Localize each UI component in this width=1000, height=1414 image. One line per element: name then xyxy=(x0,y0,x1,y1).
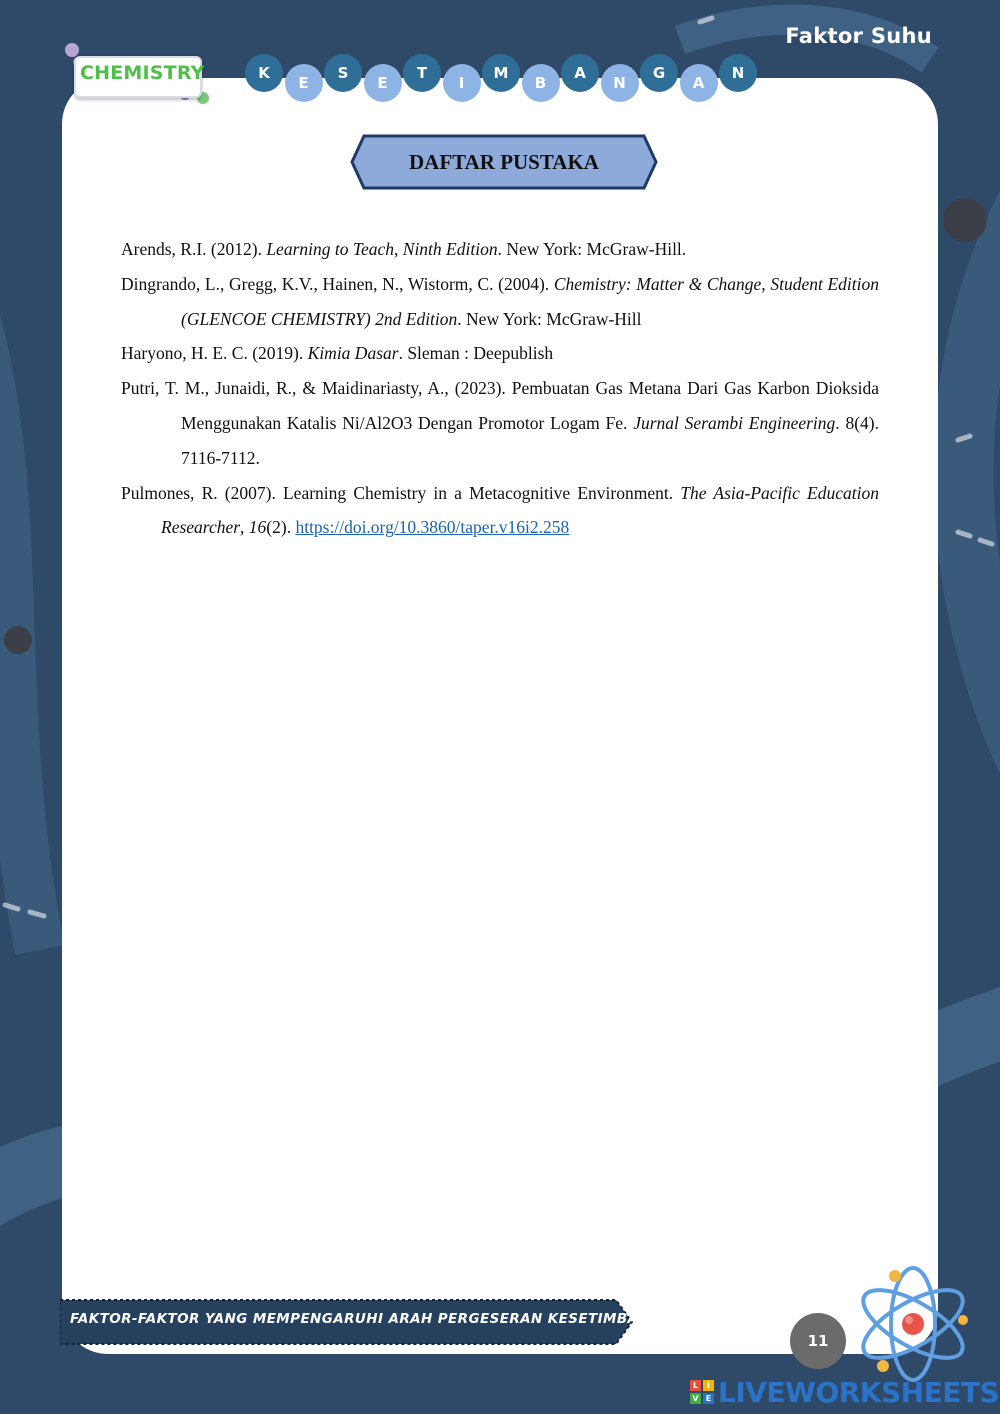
footer-banner-text: FAKTOR-FAKTOR YANG MEMPENGARUHI ARAH PERGESERAN KESETIMBANGAN xyxy=(70,1311,685,1327)
reference-item xyxy=(121,371,879,475)
reference-text: . New York: McGraw-Hill. xyxy=(497,239,687,259)
letter-bead: G xyxy=(640,54,678,92)
brand-letter: E xyxy=(703,1393,714,1404)
brand-letter: I xyxy=(703,1380,714,1391)
letter-bead: A xyxy=(561,54,599,92)
page-heading: DAFTAR PUSTAKA xyxy=(409,149,599,174)
kesetimbangan-letters xyxy=(245,54,765,102)
chemistry-logo-text: CHEMISTRY xyxy=(80,62,205,84)
brand-letter: V xyxy=(690,1393,701,1404)
letter-bead: N xyxy=(601,64,639,102)
heading-banner xyxy=(350,134,658,190)
reference-title: Kimia Dasar xyxy=(307,343,399,364)
reference-text: Pulmones, R. (2007). Learning Chemistry in a Metacognitive Environment. xyxy=(121,482,681,503)
reference-list xyxy=(121,232,879,545)
reference-text: Arends, R.I. (2012). xyxy=(121,239,267,259)
reference-volume: 16 xyxy=(248,517,267,538)
liveworksheets-logo-icon xyxy=(690,1380,714,1404)
letter-bead: E xyxy=(285,64,323,102)
liveworksheets-brand xyxy=(690,1374,999,1410)
brand-letter: L xyxy=(690,1380,701,1391)
reference-item xyxy=(121,267,879,337)
reference-text: Putri, T. M., Junaidi, R., & Maidinariasty, A., (2023). Pembuatan Gas Metana Dari Gas Karbon Dioksida Menggunakan Katalis Ni/Al2O3 Dengan Promotor Logam Fe. xyxy=(121,378,879,433)
letter-bead: K xyxy=(245,54,283,92)
letter-bead: B xyxy=(522,64,560,102)
reference-item xyxy=(121,232,879,267)
letter-bead: T xyxy=(403,54,441,92)
liveworksheets-text: LIVEWORKSHEETS xyxy=(718,1375,1000,1409)
atom-icon xyxy=(845,1262,975,1382)
reference-item xyxy=(121,336,879,371)
letter-bead: S xyxy=(324,54,362,92)
doi-link[interactable]: https://doi.org/10.3860/taper.v16i2.258 xyxy=(295,517,570,538)
reference-text: . 8(4). 7116-7112. xyxy=(181,412,879,468)
reference-item xyxy=(121,476,879,546)
reference-text: Haryono, H. E. C. (2019). xyxy=(121,343,308,364)
reference-text: (2). xyxy=(266,517,296,538)
reference-title: Jurnal Serambi Engineering xyxy=(633,412,836,433)
reference-text: . New York: McGraw-Hill xyxy=(457,308,642,329)
page-number: 11 xyxy=(790,1313,846,1369)
letter-bead: I xyxy=(443,64,481,102)
reference-text: , xyxy=(240,517,249,538)
reference-title: The Asia-Pacific Education Researcher xyxy=(161,482,879,538)
letter-bead: M xyxy=(482,54,520,92)
reference-text: Dingrando, L., Gregg, K.V., Hainen, N., Wistorm, C. (2004). xyxy=(121,273,554,294)
reference-title: Chemistry: Matter & Change, Student Edition (GLENCOE CHEMISTRY) 2nd Edition xyxy=(181,273,880,329)
reference-text: . Sleman : Deepublish xyxy=(398,343,554,364)
section-title: Faktor Suhu xyxy=(785,24,932,48)
letter-bead: N xyxy=(719,54,757,92)
letter-bead: A xyxy=(680,64,718,102)
reference-title: Learning to Teach, Ninth Edition xyxy=(266,239,498,259)
letter-bead: E xyxy=(364,64,402,102)
